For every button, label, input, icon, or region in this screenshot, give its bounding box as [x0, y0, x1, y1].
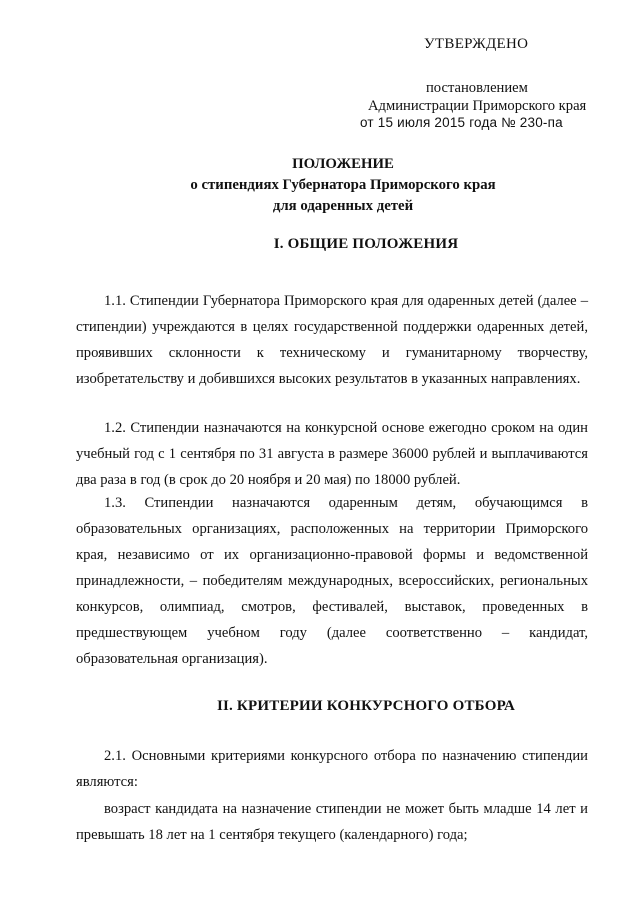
- section-heading-selection-criteria: II. КРИТЕРИИ КОНКУРСНОГО ОТБОРА: [216, 698, 516, 714]
- document-subtitle-line-2: для одаренных детей: [272, 198, 414, 214]
- approval-date-number-stamp: от 15 июля 2015 года № 230-па: [360, 115, 563, 130]
- approval-authority: Администрации Приморского края: [368, 98, 587, 114]
- approved-title: УТВЕРЖДЕНО: [424, 36, 529, 52]
- paragraph-1-3: 1.3. Стипендии назначаются одаренным детям, обучающимся в образовательных организациях, расположенных на территории Приморского края, независимо от их организационно-правовой формы и ведомственной принадлежности, – победителям международных, всероссийских, региональных конкурсов, олимпиад, смотров, фестивалей, выставок, проведенных в предшествующем учебном году (далее соответственно – кандидат, образовательная организация).: [76, 495, 588, 667]
- paragraph-2-1-criterion-age: возраст кандидата на назначение стипендии не может быть младше 14 лет и превышать 18 лет на 1 сентября текущего (календарного) года;: [76, 801, 588, 843]
- approval-resolution-label: постановлением: [426, 80, 528, 96]
- paragraph-1-2: 1.2. Стипендии назначаются на конкурсной основе ежегодно сроком на один учебный год с 1 сентября по 31 августа в размере 36000 рублей и выплачиваются два раза в год (в срок до 20 ноября и 20 мая) по 18000 рублей.: [76, 420, 588, 488]
- paragraph-1-1: 1.1. Стипендии Губернатора Приморского края для одаренных детей (далее – стипендии) учреждаются в целях государственной поддержки одаренных детей, проявивших склонности к техническому и гуманитарному творчеству, изобретательству и добившихся высоких результатов в указанных направлениях.: [76, 293, 588, 387]
- document-title: ПОЛОЖЕНИЕ: [292, 156, 394, 172]
- document-header: [0, 154, 640, 217]
- paragraph-2-1: 2.1. Основными критериями конкурсного отбора по назначению стипендии являются:: [76, 748, 588, 790]
- section-heading-general-provisions: I. ОБЩИЕ ПОЛОЖЕНИЯ: [273, 236, 459, 252]
- document-subtitle-line-1: о стипендиях Губернатора Приморского края: [190, 177, 496, 193]
